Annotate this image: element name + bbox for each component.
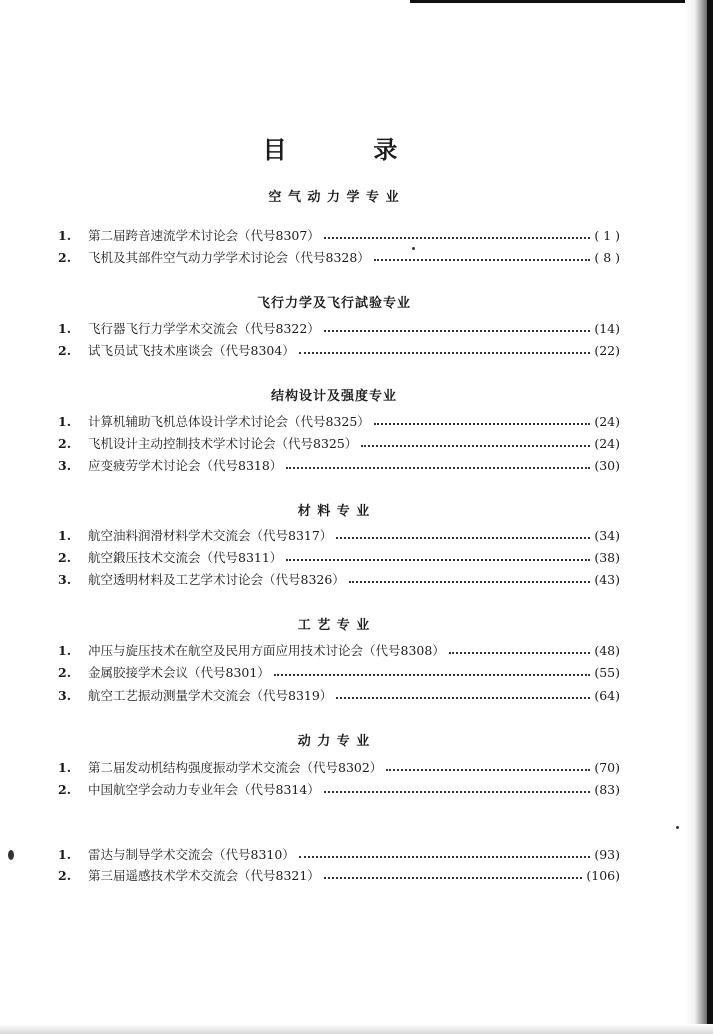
leader-dots: [374, 259, 591, 261]
entry-number: 1.: [58, 320, 72, 336]
section-heading: 工 艺 专 业: [297, 618, 371, 633]
toc-entry[interactable]: [58, 412, 620, 430]
entry-page: (30): [594, 457, 620, 473]
leader-dots: [286, 559, 590, 561]
leader-dots: [336, 697, 590, 699]
leader-dots: [324, 237, 591, 239]
toc-entry[interactable]: [58, 434, 620, 452]
section-heading: 空 气 动 力 学 专 业: [268, 190, 400, 205]
entry-number: 3.: [58, 457, 72, 473]
entry-title: 航空鍛压技术交流会（代号8311）: [88, 550, 283, 565]
scan-edge-bottom: [0, 1024, 713, 1034]
entry-number: 1.: [58, 759, 72, 775]
entry-title: 雷达与制导学术交流会（代号8310）: [88, 847, 295, 862]
entry-number: 2.: [58, 435, 72, 451]
toc-entry[interactable]: [58, 456, 620, 474]
entry-number: 2.: [58, 664, 72, 680]
toc-entry[interactable]: [58, 780, 620, 798]
entry-page: (70): [594, 759, 620, 775]
leader-dots: [374, 423, 591, 425]
entry-page: (38): [594, 549, 620, 565]
entry-title: 冲压与旋压技术在航空及民用方面应用技术讨论会（代号8308）: [88, 643, 445, 658]
scan-edge-top: [410, 0, 713, 3]
title-char-left: 目: [262, 135, 287, 164]
leader-dots: [324, 791, 591, 793]
entry-number: 1.: [58, 527, 72, 543]
entry-page: (83): [594, 781, 620, 797]
entry-number: 2.: [58, 249, 72, 265]
entry-page: (14): [594, 320, 620, 336]
entry-number: 2.: [58, 781, 72, 797]
scan-edge-right-dark: [707, 0, 713, 1034]
entry-page: (24): [594, 413, 620, 429]
toc-entry[interactable]: [58, 866, 620, 884]
leader-dots: [299, 352, 591, 354]
entry-title: 航空工艺振动测量学术交流会（代号8319）: [88, 688, 333, 703]
leader-dots: [386, 769, 590, 771]
leader-dots: [274, 674, 591, 676]
toc-entry[interactable]: [58, 226, 620, 244]
leader-dots: [286, 467, 590, 469]
leader-dots: [299, 856, 591, 858]
entry-title: 试飞员试飞技术座谈会（代号8304）: [88, 343, 295, 358]
entry-title: 飞机设计主动控制技术学术讨论会（代号8325）: [88, 436, 358, 451]
entry-number: 3.: [58, 571, 72, 587]
entry-title: 计算机辅助飞机总体设计学术讨论会（代号8325）: [88, 414, 370, 429]
leader-dots: [449, 652, 591, 654]
entry-title: 飞机及其部件空气动力学学术讨论会（代号8328）: [88, 250, 370, 265]
leader-dots: [361, 445, 590, 447]
toc-entry[interactable]: [58, 341, 620, 359]
leader-dots: [324, 330, 591, 332]
entry-title: 飞行器飞行力学学术交流会（代号8322）: [88, 321, 320, 336]
toc-entry[interactable]: [58, 663, 620, 681]
entry-number: 3.: [58, 687, 72, 703]
entry-number: 1.: [58, 227, 72, 243]
section-heading: 结构设计及强度专业: [270, 389, 397, 404]
toc-entry[interactable]: [58, 758, 620, 776]
entry-title: 应变疲劳学术讨论会（代号8318）: [88, 458, 283, 473]
leader-dots: [336, 537, 590, 539]
toc-entry[interactable]: [58, 526, 620, 544]
toc-entry[interactable]: [58, 319, 620, 337]
entry-page: (24): [594, 435, 620, 451]
entry-title: 航空油料润滑材料学术交流会（代号8317）: [88, 528, 333, 543]
entry-number: 2.: [58, 342, 72, 358]
entry-title: 航空透明材料及工艺学术讨论会（代号8326）: [88, 572, 345, 587]
entry-title: 第二届发动机结构强度振动学术交流会（代号8302）: [88, 760, 383, 775]
entry-page: (93): [594, 846, 620, 862]
entry-page: (106): [586, 867, 620, 883]
section-heading: 材 料 专 业: [297, 504, 371, 519]
toc-entry[interactable]: [58, 641, 620, 659]
title-char-right: 录: [373, 135, 398, 164]
section-heading: 飞行力学及飞行試验专业: [256, 296, 411, 311]
leader-dots: [349, 581, 591, 583]
scan-speck: [8, 850, 14, 860]
toc-entry[interactable]: [58, 686, 620, 704]
entry-page: (43): [594, 571, 620, 587]
entry-page: (22): [594, 342, 620, 358]
toc-entry[interactable]: [58, 548, 620, 566]
scan-speck: [676, 826, 679, 829]
entry-title: 金属胶接学术会议（代号8301）: [88, 665, 270, 680]
entry-page: (48): [594, 642, 620, 658]
section-heading: 动 力 专 业: [297, 734, 371, 749]
entry-number: 1.: [58, 413, 72, 429]
entry-number: 1.: [58, 846, 72, 862]
entry-page: ( 8 ): [594, 249, 620, 265]
toc-entry[interactable]: [58, 248, 620, 266]
entry-title: 中国航空学会动力专业年会（代号8314）: [88, 782, 320, 797]
leader-dots: [324, 877, 583, 879]
entry-page: (55): [594, 664, 620, 680]
toc-entry[interactable]: [58, 570, 620, 588]
toc-entry[interactable]: [58, 845, 620, 863]
entry-page: (34): [594, 527, 620, 543]
entry-title: 第三届遥感技术学术交流会（代号8321）: [88, 868, 320, 883]
entry-number: 2.: [58, 867, 72, 883]
entry-page: (64): [594, 687, 620, 703]
entry-title: 第二届跨音速流学术讨论会（代号8307）: [88, 228, 320, 243]
page-title: [0, 130, 660, 165]
entry-page: ( 1 ): [594, 227, 620, 243]
entry-number: 1.: [58, 642, 72, 658]
entry-number: 2.: [58, 549, 72, 565]
